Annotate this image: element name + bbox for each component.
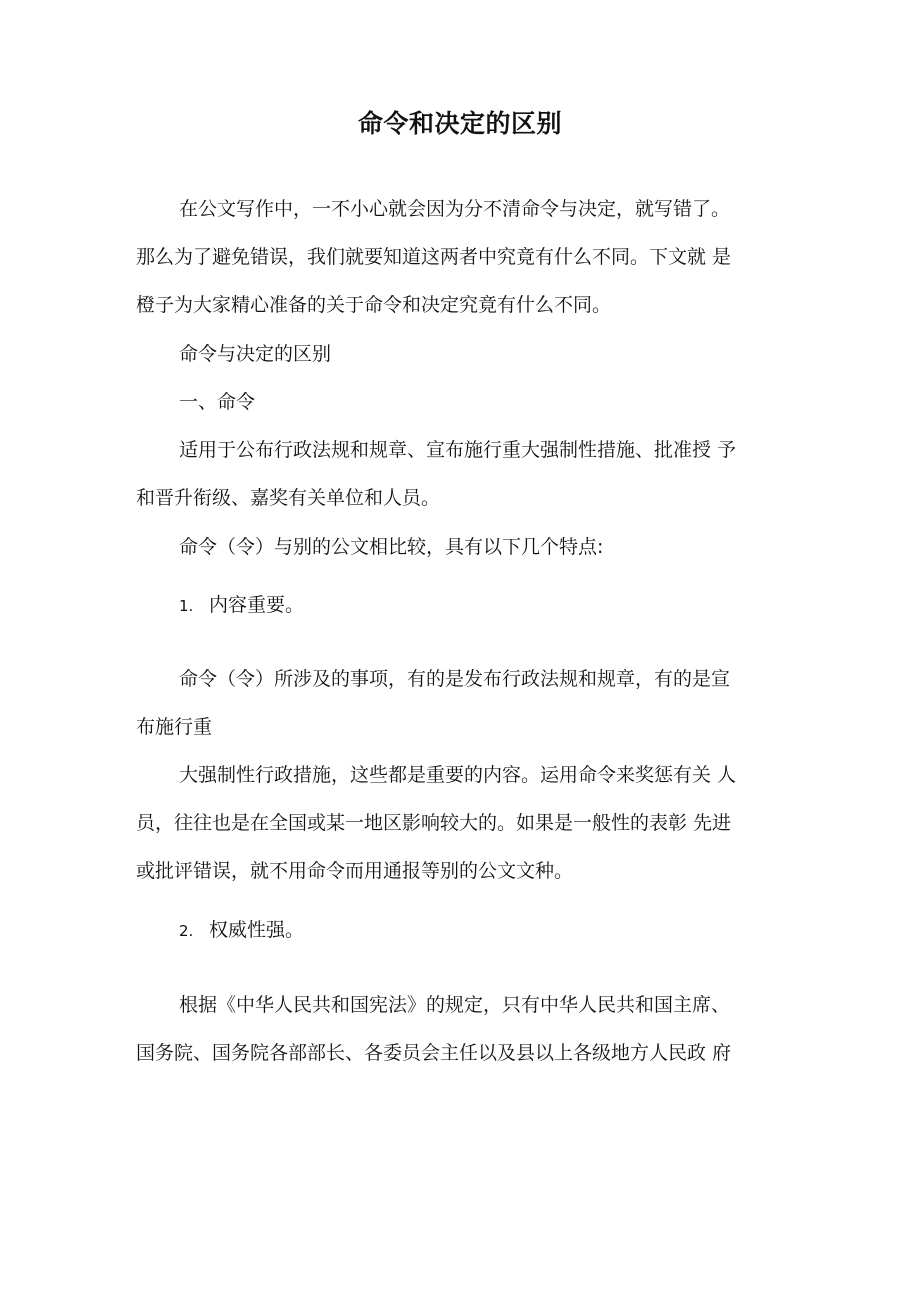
list-item	[179, 918, 304, 943]
section-heading: 命令与决定的区别	[179, 343, 332, 365]
paragraph-line: 布施行重	[136, 716, 213, 738]
list-item	[179, 593, 304, 618]
paragraph-line: 或批评错误，就不用命令而用通报等别的公文文种。	[136, 860, 574, 882]
list-number: 1.	[179, 597, 194, 615]
paragraph-line: 国务院、国务院各部部长、各委员会主任以及县以上各级地方人民政 府	[136, 1042, 732, 1064]
list-item-text: 内容重要。	[209, 594, 305, 616]
paragraph-line: 那么为了避免错误，我们就要知道这两者中究竟有什么不同。下文就 是	[136, 246, 732, 268]
section-heading: 一、命令	[179, 391, 256, 413]
paragraph-line: 命令（令）与别的公文相比较，具有以下几个特点:	[179, 536, 604, 558]
paragraph-line: 命令（令）所涉及的事项，有的是发布行政法规和规章，有的是宣	[179, 668, 731, 690]
paragraph-line: 大强制性行政措施，这些都是重要的内容。运用命令来奖惩有关 人	[179, 764, 737, 786]
list-number: 2.	[179, 922, 194, 940]
paragraph-line: 在公文写作中，一不小心就会因为分不清命令与决定，就写错了。	[179, 198, 731, 220]
paragraph-line: 橙子为大家精心准备的关于命令和决定究竟有什么不同。	[136, 294, 612, 316]
paragraph-line: 根据《中华人民共和国宪法》的规定，只有中华人民共和国主席、	[179, 994, 731, 1016]
paragraph-line: 和晋升衔级、嘉奖有关单位和人员。	[136, 487, 441, 509]
paragraph-line: 适用于公布行政法规和规章、宣布施行重大强制性措施、批准授 予	[179, 439, 737, 461]
list-item-text: 权威性强。	[209, 919, 305, 941]
page-title: 命令和决定的区别	[357, 109, 562, 138]
paragraph-line: 员，往往也是在全国或某一地区影响较大的。如果是一般性的表彰 先进	[136, 812, 732, 834]
